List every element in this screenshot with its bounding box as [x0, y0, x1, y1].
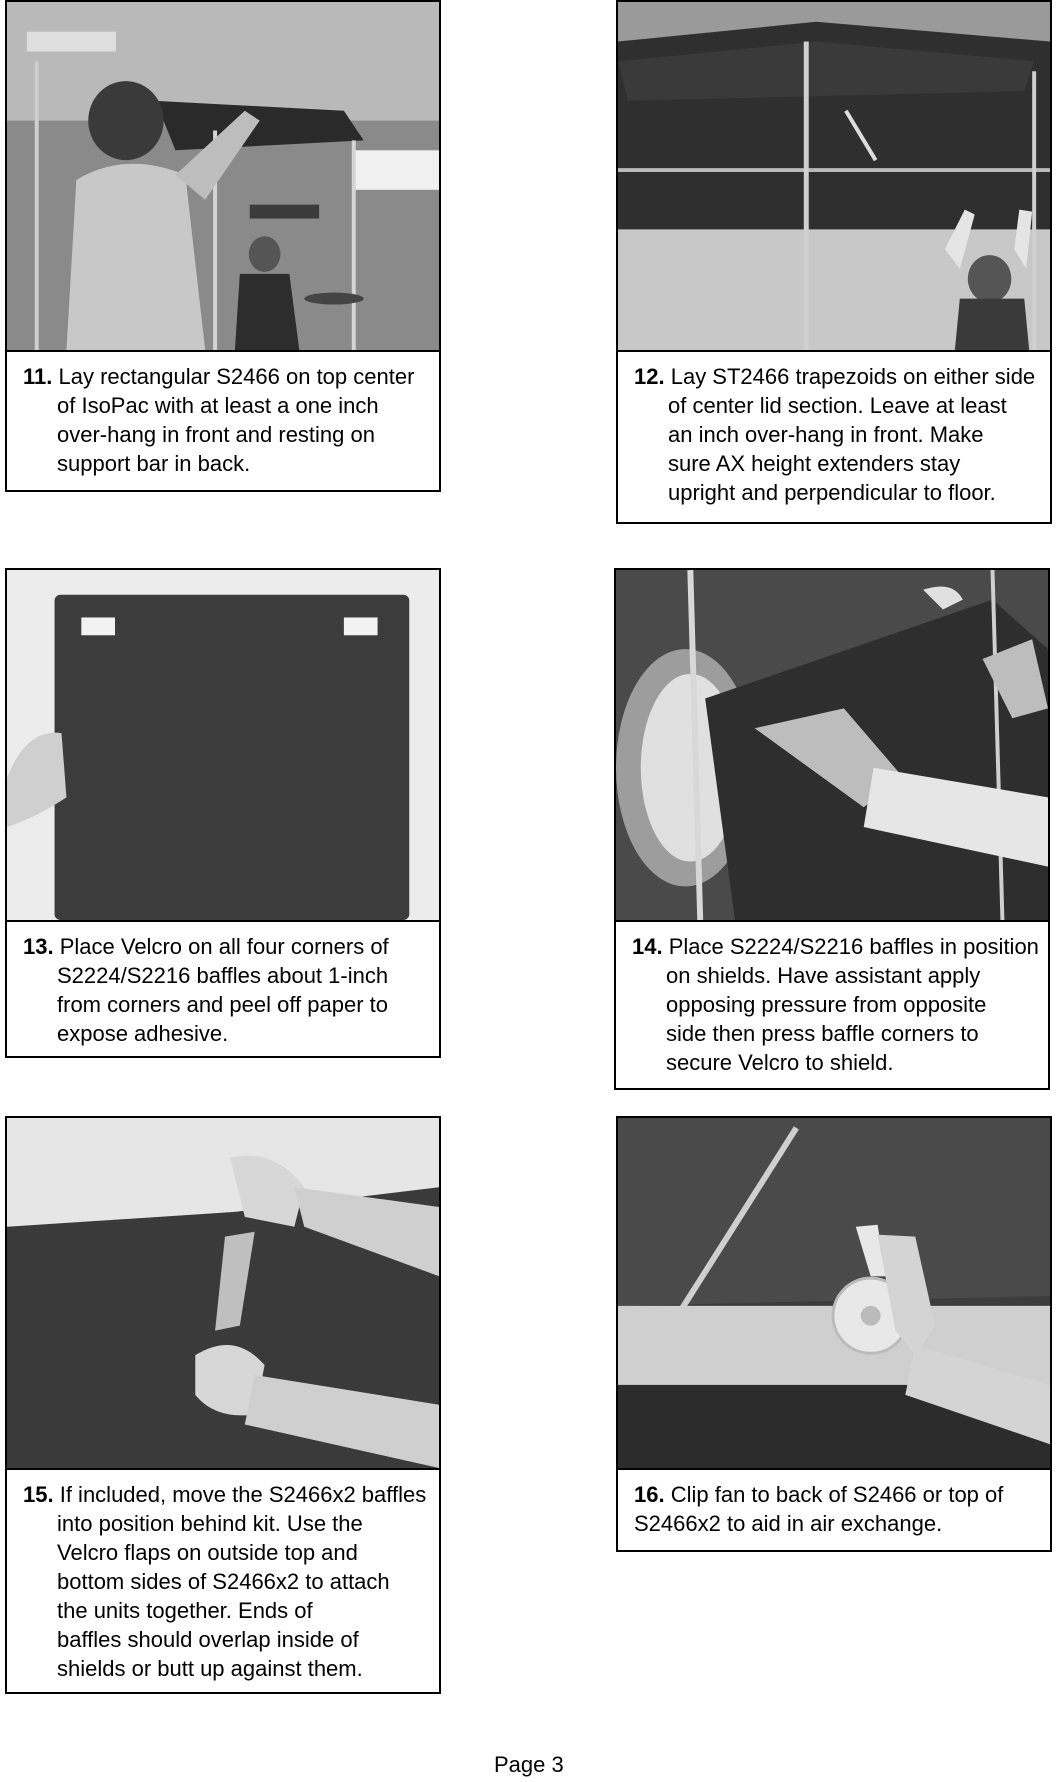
step-14-photo — [614, 568, 1050, 922]
photo-person-placing-lid — [7, 2, 439, 350]
step-number: 16. — [634, 1482, 665, 1507]
caption-line: into position behind kit. Use the — [57, 1511, 363, 1536]
caption-line: Clip fan to back of S2466 or top of — [670, 1482, 1004, 1507]
caption-line: support bar in back. — [57, 451, 251, 476]
caption-line: Lay ST2466 trapezoids on either side — [670, 364, 1036, 389]
caption-line: Place S2224/S2216 baffles in position — [668, 934, 1039, 959]
step-number: 12. — [634, 364, 665, 389]
caption-line: opposing pressure from opposite — [666, 992, 987, 1017]
caption-line: expose adhesive. — [57, 1021, 229, 1046]
caption-line: If included, move the S2466x2 baffles — [59, 1482, 427, 1507]
step-number: 14. — [632, 934, 663, 959]
caption-line: on shields. Have assistant apply — [666, 963, 981, 988]
photo-baffle-velcro — [7, 570, 439, 920]
step-16-photo — [616, 1116, 1052, 1470]
photo-attaching-velcro-flaps — [7, 1118, 439, 1468]
caption-line: baffles should overlap inside of — [57, 1627, 359, 1652]
caption-line: of center lid section. Leave at least — [668, 393, 1007, 418]
step-number: 15. — [23, 1482, 54, 1507]
step-11-photo — [5, 0, 441, 352]
step-11-caption — [5, 350, 441, 492]
caption-line: bottom sides of S2466x2 to attach — [57, 1569, 390, 1594]
caption-line: side then press baffle corners to — [666, 1021, 979, 1046]
photo-trapezoid-lid — [618, 2, 1050, 350]
caption-line: an inch over-hang in front. Make — [668, 422, 984, 447]
step-12-caption — [616, 350, 1052, 524]
photo-pressing-baffle — [616, 570, 1048, 920]
caption-line: Place Velcro on all four corners of — [59, 934, 389, 959]
caption-line: of IsoPac with at least a one inch — [57, 393, 379, 418]
step-15-caption — [5, 1468, 441, 1694]
caption-line: from corners and peel off paper to — [57, 992, 389, 1017]
step-13-photo — [5, 568, 441, 922]
step-number: 13. — [23, 934, 54, 959]
step-15-photo — [5, 1116, 441, 1470]
step-14-caption — [614, 920, 1050, 1090]
caption-line: Lay rectangular S2466 on top center — [58, 364, 415, 389]
caption-line: S2224/S2216 baffles about 1-inch — [57, 963, 389, 988]
caption-line: S2466x2 to aid in air exchange. — [634, 1511, 943, 1536]
step-12-photo — [616, 0, 1052, 352]
caption-line: shields or butt up against them. — [57, 1656, 363, 1681]
caption-line: over-hang in front and resting on — [57, 422, 375, 447]
step-13-caption — [5, 920, 441, 1058]
caption-line: the units together. Ends of — [57, 1598, 313, 1623]
page-number: Page 3 — [494, 1752, 564, 1777]
caption-line: sure AX height extenders stay — [668, 451, 961, 476]
caption-line: upright and perpendicular to floor. — [668, 480, 996, 505]
step-16-caption — [616, 1468, 1052, 1552]
caption-line: Velcro flaps on outside top and — [57, 1540, 358, 1565]
caption-line: secure Velcro to shield. — [666, 1050, 894, 1075]
step-number: 11. — [23, 364, 53, 389]
photo-clip-fan — [618, 1118, 1050, 1468]
